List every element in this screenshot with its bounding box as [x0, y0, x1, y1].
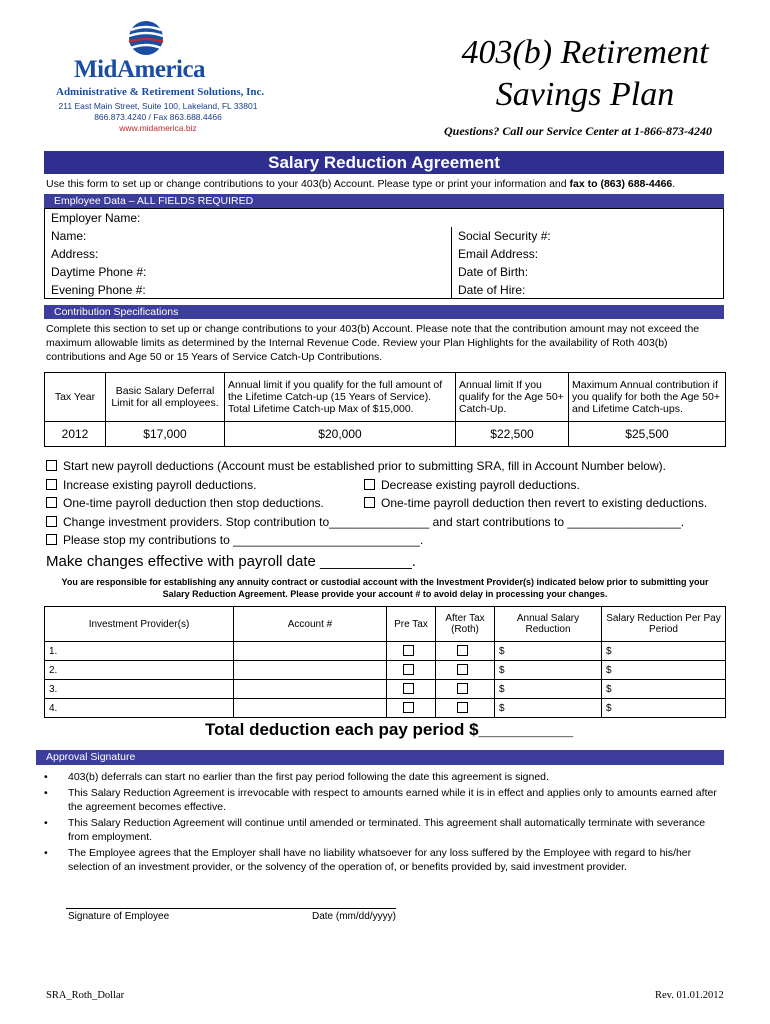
limits-header-max: Maximum Annual contribution if you qualify for both the Age 50+ and Lifetime Catch-ups. [569, 373, 726, 422]
pretax-cell [387, 642, 436, 661]
header-account: Account # [234, 607, 387, 642]
form-title-bar: Salary Reduction Agreement [44, 151, 724, 174]
approval-section-header: Approval Signature [36, 750, 724, 765]
header-pretax: Pre Tax [387, 607, 436, 642]
aftertax-cell [436, 680, 495, 699]
ssn-field[interactable]: Social Security #: [458, 229, 551, 243]
aftertax-cell [436, 642, 495, 661]
company-address: 211 East Main Street, Suite 100, Lakeland, FL 33801 [58, 101, 258, 111]
intro-end: . [672, 178, 676, 190]
annual-cell[interactable]: $ [495, 642, 602, 661]
provider-row-number[interactable]: 4. [45, 699, 234, 718]
intro-text: Use this form to set up or change contributions to your 403(b) Account. Please type or print your information and [46, 178, 570, 190]
employee-section-header: Employee Data – ALL FIELDS REQUIRED [44, 194, 724, 208]
per-period-cell[interactable]: $ [602, 680, 726, 699]
option-increase [46, 476, 256, 495]
account-cell[interactable] [234, 661, 387, 680]
start-new-checkbox[interactable] [46, 460, 57, 471]
contribution-section-header: Contribution Specifications [44, 305, 724, 319]
limits-value-lifetime: $20,000 [225, 422, 456, 447]
approval-bullet [38, 770, 726, 784]
form-intro [46, 178, 675, 190]
option-stop [46, 531, 423, 550]
form-code: SRA_Roth_Dollar [46, 990, 125, 1001]
option-one-time-stop [46, 494, 324, 513]
provider-row-number[interactable]: 3. [45, 680, 234, 699]
contribution-instructions: Complete this section to set up or change contributions to your 403(b) Account. Please note that the contribution amount may not exceed the maximum allowable limits as determined by the Internal Revenue Code. Review your Plan Highlights for the availability of Roth 403(b) contributions and Age 50 or 15 Years of Service Catch-Up Contributions. [46, 323, 700, 363]
approval-bullet [38, 846, 726, 874]
change-provider-label-2: and start contributions to _________________. [432, 515, 685, 529]
address-field[interactable]: Address: [51, 247, 99, 261]
date-label: Date (mm/dd/yyyy) [312, 911, 396, 922]
employee-divider [451, 227, 452, 299]
one-time-revert-label: One-time payroll deduction then revert to existing deductions. [381, 496, 708, 510]
decrease-label: Decrease existing payroll deductions. [381, 478, 580, 492]
globe-logo-icon [128, 20, 164, 56]
per-period-cell[interactable]: $ [602, 642, 726, 661]
pretax-cell [387, 699, 436, 718]
total-deduction-line[interactable]: Total deduction each pay period $__________ [205, 720, 574, 739]
aftertax-checkbox[interactable] [457, 664, 468, 675]
bullet-icon: • [44, 771, 48, 783]
change-provider-label: Change investment providers. Stop contribution to_______________ [63, 515, 433, 529]
hire-date-field[interactable]: Date of Hire: [458, 283, 526, 297]
limits-header-lifetime: Annual limit if you qualify for the full amount of the Lifetime Catch-up (15 Years of Service). Total Lifetime Catch-up Max of $15,000. [225, 373, 456, 422]
investment-providers-table [44, 606, 726, 718]
option-start-new [46, 457, 666, 476]
limits-header-tax-year: Tax Year [45, 373, 106, 422]
header-per-period: Salary Reduction Per Pay Period [602, 607, 726, 642]
aftertax-checkbox[interactable] [457, 645, 468, 656]
signature-line[interactable] [66, 908, 396, 909]
stop-checkbox[interactable] [46, 534, 57, 545]
provider-row-number[interactable]: 1. [45, 642, 234, 661]
bullet-text: The Employee agrees that the Employer shall have no liability whatsoever for any loss suffered by the Employee with regard to his/her selection of an investment provider, or the solvency of the operation of, or benefits provided by, said investment provider. [68, 847, 692, 873]
company-phone-fax: 866.873.4240 / Fax 863.688.4466 [94, 112, 222, 122]
dob-field[interactable]: Date of Birth: [458, 265, 529, 279]
document-title [440, 32, 730, 116]
limits-value-max: $25,500 [569, 422, 726, 447]
annual-cell[interactable]: $ [495, 699, 602, 718]
limits-header-basic: Basic Salary Deferral Limit for all employees. [106, 373, 225, 422]
company-address-block [38, 101, 278, 134]
one-time-revert-checkbox[interactable] [364, 497, 375, 508]
pretax-cell [387, 680, 436, 699]
signature-label: Signature of Employee [68, 911, 170, 922]
annual-cell[interactable]: $ [495, 680, 602, 699]
limits-value-basic: $17,000 [106, 422, 225, 447]
limits-header-age50: Annual limit If you qualify for the Age 50+ Catch-Up. [456, 373, 569, 422]
bullet-text: This Salary Reduction Agreement is irrevocable with respect to amounts earned while it is in effect and applies only to amounts earned after the agreement becomes effective. [68, 787, 717, 813]
per-period-cell[interactable]: $ [602, 661, 726, 680]
employee-data-box [44, 208, 724, 299]
provider-notice: You are responsible for establishing any annuity contract or custodial account with the Investment Provider(s) indicated below prior to submitting your Salary Reduction Agreement. Please provide your account # to avoid delay in processing your changes. [61, 577, 709, 599]
limits-value-age50: $22,500 [456, 422, 569, 447]
aftertax-checkbox[interactable] [457, 683, 468, 694]
one-time-stop-label: One-time payroll deduction then stop deductions. [63, 496, 324, 510]
decrease-checkbox[interactable] [364, 479, 375, 490]
limits-values-row [45, 422, 726, 447]
account-cell[interactable] [234, 642, 387, 661]
pretax-checkbox[interactable] [403, 645, 414, 656]
provider-row [45, 680, 726, 699]
provider-row [45, 699, 726, 718]
bullet-icon: • [44, 787, 48, 799]
daytime-phone-field[interactable]: Daytime Phone #: [51, 265, 147, 279]
account-cell[interactable] [234, 699, 387, 718]
effective-date-line[interactable]: Make changes effective with payroll date ___________. [46, 553, 416, 570]
approval-bullet [38, 816, 726, 844]
bullet-icon: • [44, 817, 48, 829]
evening-phone-field[interactable]: Evening Phone #: [51, 283, 146, 297]
revision-date: Rev. 01.01.2012 [655, 990, 724, 1001]
pretax-checkbox[interactable] [403, 683, 414, 694]
approval-bullets [38, 770, 726, 876]
provider-row [45, 642, 726, 661]
name-field[interactable]: Name: [51, 229, 87, 243]
stop-label: Please stop my contributions to ____________________________. [63, 533, 424, 547]
one-time-stop-checkbox[interactable] [46, 497, 57, 508]
option-change-provider [46, 513, 684, 532]
pretax-checkbox[interactable] [403, 664, 414, 675]
pretax-cell [387, 661, 436, 680]
increase-label: Increase existing payroll deductions. [63, 478, 257, 492]
header-annual: Annual Salary Reduction [495, 607, 602, 642]
header-aftertax: After Tax (Roth) [436, 607, 495, 642]
company-website-link[interactable]: www.midamerica.biz [119, 123, 197, 133]
increase-checkbox[interactable] [46, 479, 57, 490]
approval-bullet [38, 786, 726, 814]
title-line-2: Savings Plan [495, 76, 675, 113]
bullet-icon: • [44, 847, 48, 859]
aftertax-cell [436, 699, 495, 718]
email-field[interactable]: Email Address: [458, 247, 539, 261]
header-provider: Investment Provider(s) [45, 607, 234, 642]
contribution-limits-table [44, 372, 726, 447]
limits-header-row [45, 373, 726, 422]
employer-name-field[interactable]: Employer Name: [51, 211, 141, 225]
per-period-cell[interactable]: $ [602, 699, 726, 718]
provider-row [45, 661, 726, 680]
provider-row-number[interactable]: 2. [45, 661, 234, 680]
bullet-text: 403(b) deferrals can start no earlier than the first pay period following the date this agreement is signed. [68, 771, 549, 783]
company-logo-name: MidAmerica [74, 56, 206, 83]
option-decrease [364, 476, 580, 495]
service-center-note: Questions? Call our Service Center at 1-866-873-4240 [444, 124, 713, 138]
company-logo-subtitle: Administrative & Retirement Solutions, Inc. [56, 86, 265, 98]
change-provider-checkbox[interactable] [46, 516, 57, 527]
intro-fax: fax to (863) 688-4466 [569, 178, 673, 190]
annual-cell[interactable]: $ [495, 661, 602, 680]
aftertax-checkbox[interactable] [457, 702, 468, 713]
title-line-1: 403(b) Retirement [461, 34, 709, 71]
pretax-checkbox[interactable] [403, 702, 414, 713]
option-one-time-revert [364, 494, 707, 513]
bullet-text: This Salary Reduction Agreement will continue until amended or terminated. This agreement shall automatically terminate with severance from employment. [68, 817, 706, 843]
providers-header-row [45, 607, 726, 642]
aftertax-cell [436, 661, 495, 680]
limits-value-year: 2012 [45, 422, 106, 447]
start-new-label: Start new payroll deductions (Account must be established prior to submitting SRA, fill in Account Number below). [63, 459, 666, 473]
account-cell[interactable] [234, 680, 387, 699]
